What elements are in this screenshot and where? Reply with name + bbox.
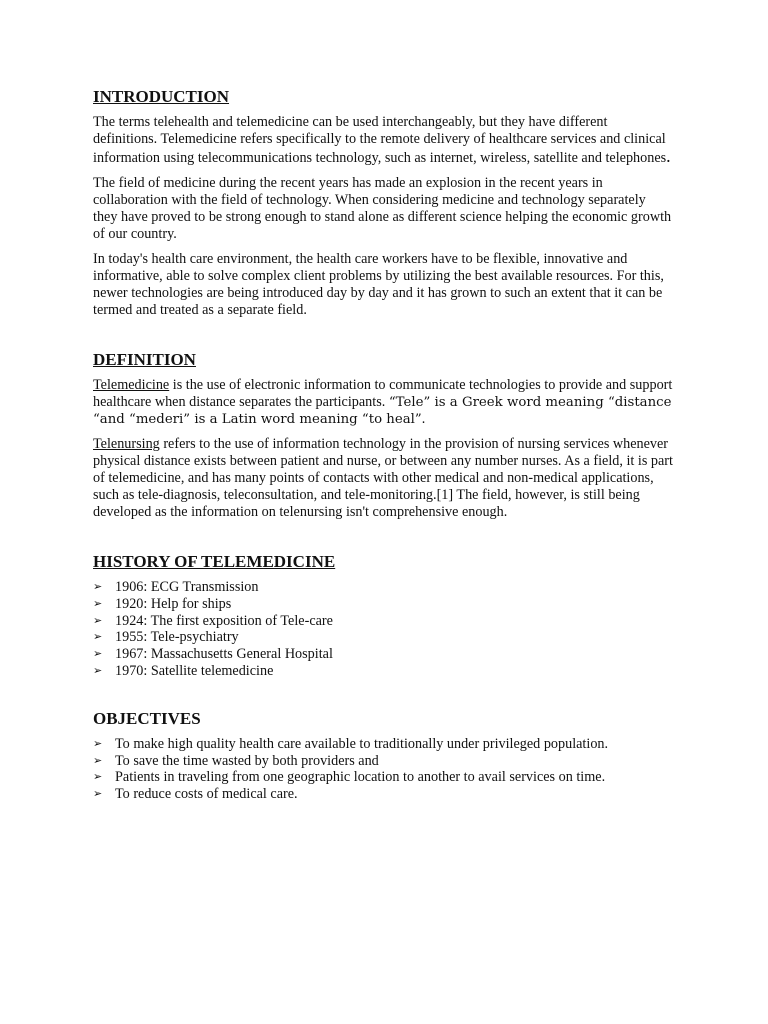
arrowhead-bullet-icon: ➢	[93, 663, 103, 677]
telenursing-definition	[93, 436, 673, 521]
list-item-text: To reduce costs of medical care.	[115, 786, 298, 803]
introduction-paragraph-1	[93, 114, 673, 167]
objectives-heading: OBJECTIVES	[93, 708, 201, 728]
arrowhead-bullet-icon: ➢	[93, 630, 103, 644]
history-heading: HISTORY OF TELEMEDICINE	[93, 552, 336, 571]
section-spacer	[93, 327, 673, 349]
telenursing-term: Telenursing	[93, 436, 160, 452]
list-item	[93, 663, 673, 680]
arrowhead-bullet-icon: ➢	[93, 736, 103, 750]
telemedicine-definition-text: is the use of electronic information to communicate technologies to provide and support healthcare when distance separates the participants.	[93, 377, 673, 410]
arrowhead-bullet-icon: ➢	[93, 787, 103, 801]
telenursing-definition-text: refers to the use of information technology in the provision of nursing services whenever physical distance exists between patient and nurse, or between any number nurses. As a field, it is part of telemedicine, and has many points of contacts with other medical and non-medical applications, such as tele-diagnosis, teleconsultation, and tele-monitoring.[1] The field, however, is still being developed as the information on telenursing isn't comprehensive enough.	[93, 436, 673, 520]
list-item	[93, 786, 673, 803]
objectives-list	[93, 736, 673, 803]
telemedicine-etymology: “Tele” is a Greek word meaning “distance “and “mederi” is a Latin word meaning “to heal”	[93, 395, 672, 427]
arrowhead-bullet-icon: ➢	[93, 580, 103, 593]
list-item	[93, 596, 673, 613]
section-spacer	[93, 680, 673, 708]
telemedicine-definition-end: .	[421, 411, 426, 427]
introduction-heading: INTRODUCTION	[93, 87, 230, 106]
list-item	[93, 646, 673, 663]
introduction-paragraph-1-text: The terms telehealth and telemedicine can be used interchangeably, but they have different definitions. Telemedicine refers specifically to the remote delivery of healthcare services and clinical information using telecommunications technology, such as internet, wireless, satellite and telephones	[93, 114, 667, 166]
telemedicine-definition	[93, 377, 673, 428]
introduction-paragraph-2: The field of medicine during the recent years has made an explosion in the recent years in collaboration with the field of technology. When considering medicine and technology separately they have proved to be strong enough to stand alone as different science helping the economic growth of our country.	[93, 175, 672, 242]
list-item-text: 1970: Satellite telemedicine	[115, 662, 274, 679]
list-item	[93, 579, 673, 596]
telemedicine-term: Telemedicine	[93, 377, 170, 393]
introduction-paragraph-3: In today's health care environment, the health care workers have to be flexible, innovative and informative, able to solve complex client problems by utilizing the best available resources. For this, newer technologies are being introduced day by day and it has grown to such an extent that it can be termed and treated as a separate field.	[93, 251, 664, 318]
list-item	[93, 753, 673, 770]
list-item	[93, 769, 673, 786]
list-item-text: Patients in traveling from one geographic location to another to avail services on time.	[115, 769, 606, 786]
list-item-text: 1967: Massachusetts General Hospital	[115, 646, 333, 663]
list-item-text: 1955: Tele-psychiatry	[115, 629, 239, 646]
list-item-text: To save the time wasted by both providers and	[115, 752, 379, 769]
list-item-text: 1920: Help for ships	[115, 595, 232, 612]
document-page	[93, 86, 673, 803]
arrowhead-bullet-icon: ➢	[93, 596, 103, 610]
arrowhead-bullet-icon: ➢	[93, 647, 103, 661]
history-list	[93, 579, 673, 680]
list-item-text: To make high quality health care available to traditionally under privileged population.	[115, 735, 609, 752]
arrowhead-bullet-icon: ➢	[93, 770, 103, 784]
definition-heading: DEFINITION	[93, 350, 196, 369]
list-item-text: 1924: The first exposition of Tele-care	[115, 612, 333, 629]
introduction-paragraph-1-period: .	[666, 146, 671, 166]
list-item-text: 1906: ECG Transmission	[115, 579, 259, 595]
arrowhead-bullet-icon: ➢	[93, 753, 103, 767]
list-item	[93, 629, 673, 646]
arrowhead-bullet-icon: ➢	[93, 613, 103, 627]
section-spacer	[93, 529, 673, 551]
list-item	[93, 613, 673, 630]
list-item	[93, 736, 673, 753]
